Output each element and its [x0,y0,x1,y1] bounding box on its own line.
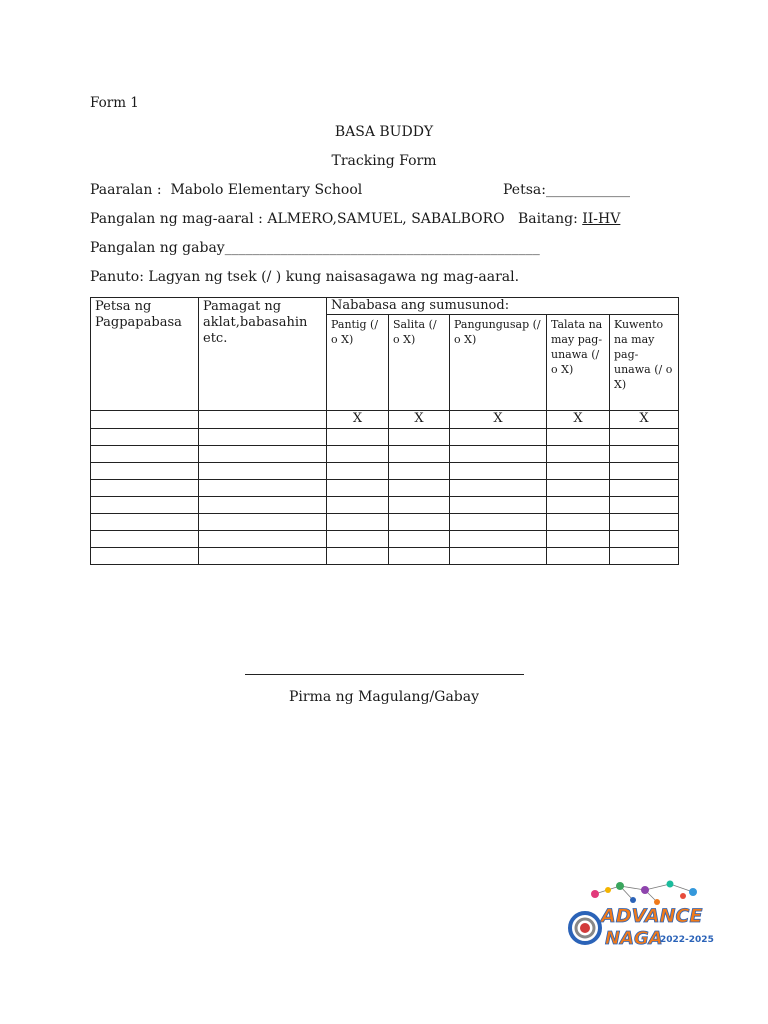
table-cell[interactable] [91,497,199,514]
table-cell[interactable] [91,531,199,548]
col-header-title: Pamagat ng aklat,babasahin etc. [199,298,327,411]
signature-label: Pirma ng Magulang/Gabay [288,689,480,705]
table-cell[interactable] [327,463,389,480]
col-header-pangungusap: Pangungusap (/ o X) [450,315,547,411]
table-cell[interactable] [199,429,327,446]
logo-text-years: 2022-2025 [660,935,714,945]
advance-naga-logo [565,880,715,955]
col-header-group: Nababasa ang sumusunod: [327,298,679,315]
table-cell[interactable] [450,514,547,531]
mark-pantig[interactable]: X [327,411,389,429]
page-subtitle: Tracking Form [331,153,437,169]
table-cell[interactable] [389,531,450,548]
table-cell[interactable] [389,429,450,446]
table-cell[interactable] [547,463,610,480]
table-row [91,548,679,565]
table-cell[interactable] [450,548,547,565]
table-cell[interactable] [327,497,389,514]
table-cell[interactable] [547,514,610,531]
student-label: Pangalan ng mag-aaral : [90,211,263,227]
table-cell[interactable] [91,548,199,565]
col-header-date: Petsa ng Pagpapabasa [91,298,199,411]
table-row [91,411,679,429]
school-label: Paaralan : [90,182,162,198]
col-header-kuwento: Kuwento na may pag-unawa (/ o X) [610,315,679,411]
table-cell[interactable] [199,531,327,548]
table-cell[interactable] [389,514,450,531]
table-cell[interactable] [610,514,679,531]
table-cell[interactable] [327,446,389,463]
table-cell[interactable] [450,429,547,446]
table-row [91,463,679,480]
table-cell[interactable] [91,514,199,531]
table-cell[interactable] [91,411,199,429]
table-cell[interactable] [327,429,389,446]
network-dots-icon [591,881,697,906]
table-cell[interactable] [91,429,199,446]
mark-salita[interactable]: X [389,411,450,429]
table-cell[interactable] [199,514,327,531]
table-cell[interactable] [389,548,450,565]
table-cell[interactable] [547,531,610,548]
grade-label: Baitang: [518,211,578,227]
table-cell[interactable] [450,480,547,497]
logo-text-advance: ADVANCE [601,905,703,927]
form-number: Form 1 [90,95,139,111]
table-cell[interactable] [450,446,547,463]
table-cell[interactable] [450,463,547,480]
table-row [91,429,679,446]
col-header-talata: Talata na may pag-unawa (/ o X) [547,315,610,411]
table-row [91,497,679,514]
table-cell[interactable] [389,480,450,497]
mark-kuwento[interactable]: X [610,411,679,429]
empty-rows [91,429,679,565]
table-cell[interactable] [610,429,679,446]
logo-text-naga: NAGA [605,928,663,949]
table-cell[interactable] [327,514,389,531]
signature-line [245,674,524,675]
swirl-emblem-icon [570,913,600,943]
table-cell[interactable] [199,548,327,565]
table-cell[interactable] [547,548,610,565]
table-cell[interactable] [199,411,327,429]
table-row [91,514,679,531]
table-cell[interactable] [199,480,327,497]
table-cell[interactable] [547,497,610,514]
table-cell[interactable] [91,446,199,463]
table-cell[interactable] [389,446,450,463]
table-cell[interactable] [450,531,547,548]
table-cell[interactable] [91,463,199,480]
table-cell[interactable] [91,480,199,497]
table-cell[interactable] [610,480,679,497]
table-cell[interactable] [547,446,610,463]
mark-talata[interactable]: X [547,411,610,429]
col-header-salita: Salita (/ o X) [389,315,450,411]
table-row [91,480,679,497]
table-cell[interactable] [610,446,679,463]
table-cell[interactable] [199,497,327,514]
table-cell[interactable] [389,463,450,480]
guide-value: _____________________________________________ [224,240,540,256]
school-value: Mabolo Elementary School [170,182,363,198]
guide-field [90,240,540,256]
table-cell[interactable] [610,548,679,565]
table-cell[interactable] [547,429,610,446]
table-row [91,446,679,463]
table-cell[interactable] [327,480,389,497]
table-row [91,531,679,548]
col-header-pantig: Pantig (/ o X) [327,315,389,411]
mark-pangungusap[interactable]: X [450,411,547,429]
page-title: BASA BUDDY [334,124,434,140]
table-cell[interactable] [327,548,389,565]
instructions: Panuto: Lagyan ng tsek (/ ) kung naisasagawa ng mag-aaral. [90,269,520,285]
date-field [503,182,630,198]
table-cell[interactable] [199,463,327,480]
table-cell[interactable] [610,463,679,480]
table-cell[interactable] [327,531,389,548]
date-value: ____________ [545,182,630,198]
grade-value: II-HV [582,211,621,227]
school-field [90,182,362,198]
table-cell[interactable] [389,497,450,514]
table-cell[interactable] [199,446,327,463]
student-value: ALMERO,SAMUEL, SABALBORO [267,211,505,227]
table-header-row [91,298,679,315]
table-cell[interactable] [547,480,610,497]
student-field [90,211,620,227]
tracking-table [90,297,679,565]
table-cell[interactable] [610,497,679,514]
table-cell[interactable] [450,497,547,514]
date-label: Petsa: [503,182,546,198]
guide-label: Pangalan ng gabay [90,240,225,256]
table-cell[interactable] [610,531,679,548]
